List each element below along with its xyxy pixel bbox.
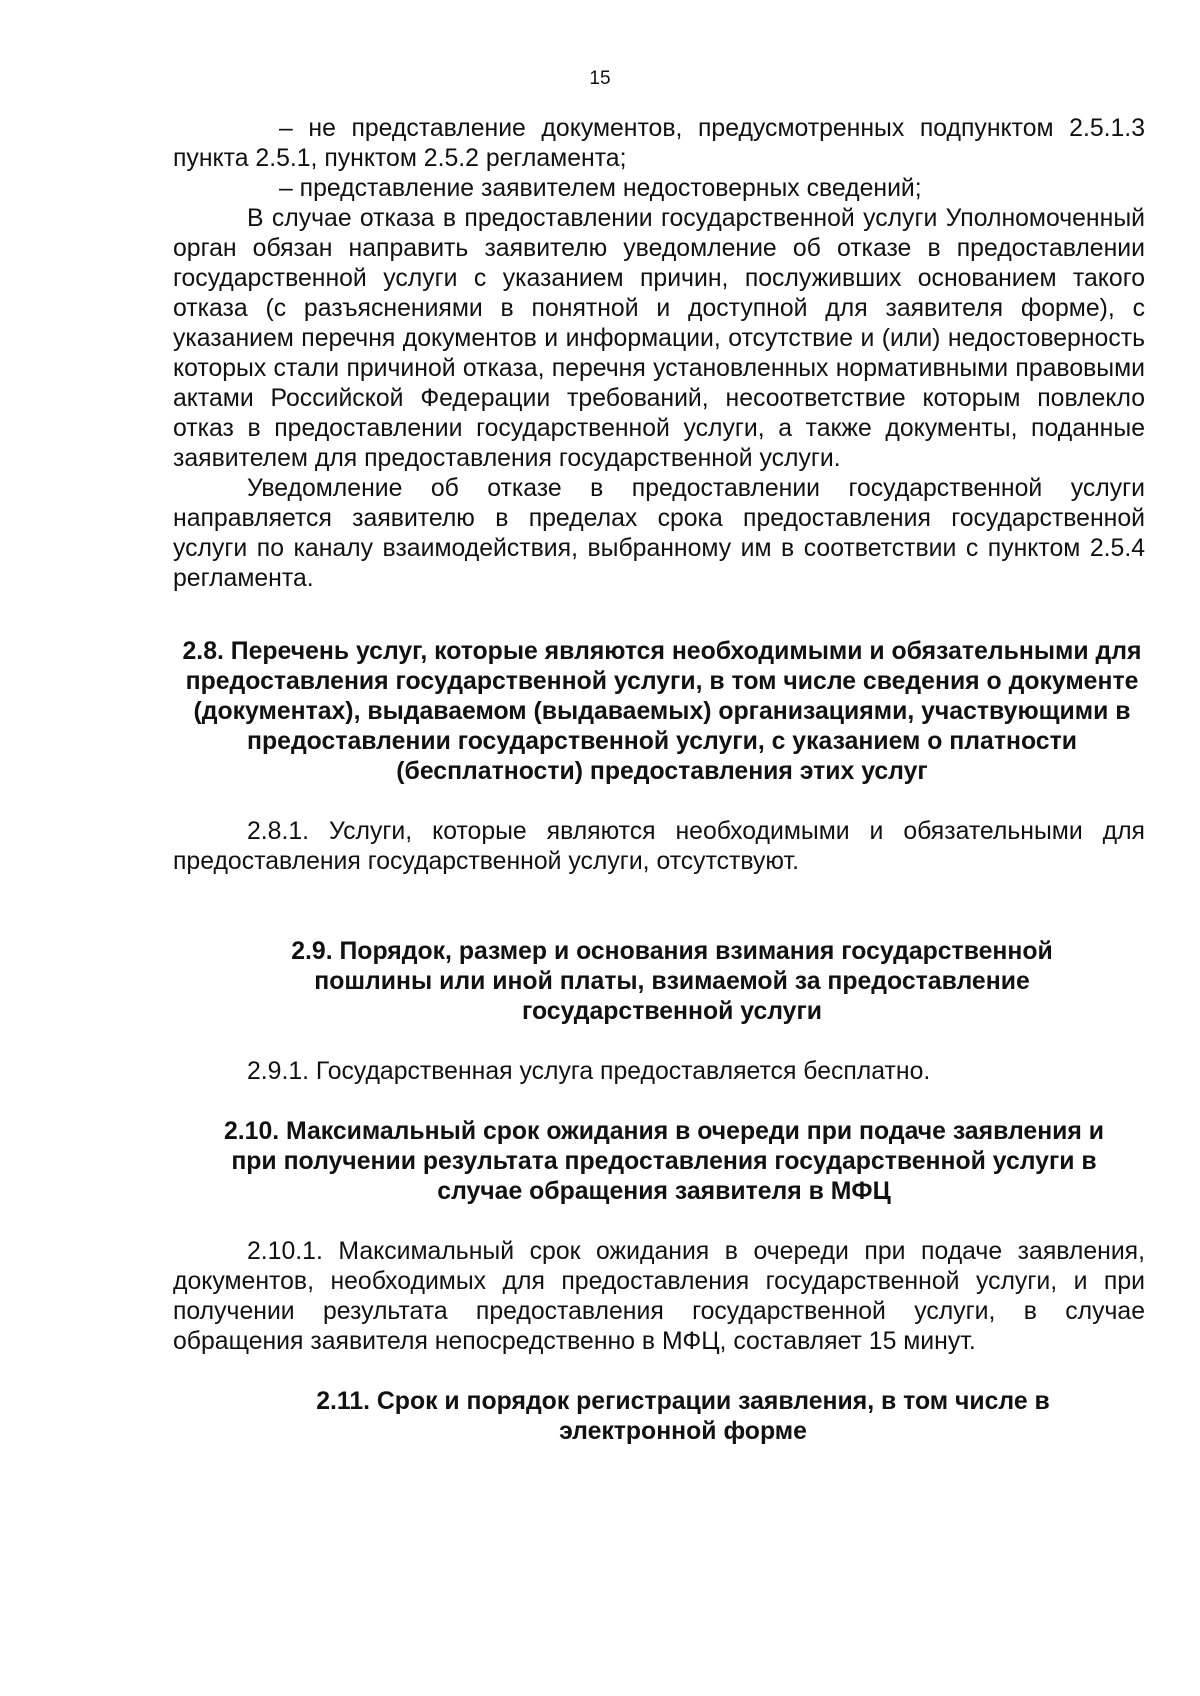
section-2-9-heading: 2.9. Порядок, размер и основания взимания государственной пошлины или иной платы, взимаемой за предоставление государственной услуги — [291, 938, 1053, 1025]
page-number: 15 — [589, 68, 611, 89]
section-2-11-heading: 2.11. Срок и порядок регистрации заявления, в том числе в электронной форме — [316, 1388, 1050, 1445]
section-2-8-heading: 2.8. Перечень услуг, которые являются необходимыми и обязательными для предоставления государственной услуги, в том числе сведения о документе (документах), выдаваемом (выдаваемых) организациями, участвующими в предоставлении государственной услуги, с указанием о платности (бесплатности) предоставления этих услуг — [182, 638, 1142, 785]
dash-item-false-information: – представление заявителем недостоверных сведений; — [279, 175, 922, 202]
section-2-10-1-paragraph: 2.10.1. Максимальный срок ожидания в очереди при подаче заявления, документов, необходимых для предоставления государственной услуги, и при получении результата предоставления государственной услуги, в случае обращения заявителя непосредственно в МФЦ, составляет 15 минут. — [173, 1238, 1145, 1355]
section-2-9-1-paragraph: 2.9.1. Государственная услуга предоставляется бесплатно. — [247, 1058, 931, 1085]
refusal-paragraph: В случае отказа в предоставлении государственной услуги Уполномоченный орган обязан направить заявителю уведомление об отказе в предоставлении государственной услуги с указанием причин, послуживших основанием такого отказа (с разъяснениями в понятной и доступной для заявителя форме), с указанием перечня документов и информации, отсутствие и (или) недостоверность которых стали причиной отказа, перечня установленных нормативными правовыми актами Российской Федерации требований, несоответствие которым повлекло отказ в предоставлении государственной услуги, а также документы, поданные заявителем для предоставления государственной услуги. — [173, 205, 1145, 472]
dash-item-documents-not-provided: – не представление документов, предусмотренных подпунктом 2.5.1.3 пункта 2.5.1, пунктом 2.5.2 регламента; — [173, 115, 1145, 172]
section-2-10-heading: 2.10. Максимальный срок ожидания в очереди при подаче заявления и при получении результата предоставления государственной услуги в случае обращения заявителя в МФЦ — [223, 1118, 1105, 1205]
refusal-notice-paragraph: Уведомление об отказе в предоставлении государственной услуги направляется заявителю в пределах срока предоставления государственной услуги по каналу взаимодействия, выбранному им в соответствии с пунктом 2.5.4 регламента. — [173, 475, 1145, 592]
page-content — [173, 114, 1145, 1447]
section-2-8-1-paragraph: 2.8.1. Услуги, которые являются необходимыми и обязательными для предоставления государственной услуги, отсутствуют. — [173, 818, 1145, 875]
